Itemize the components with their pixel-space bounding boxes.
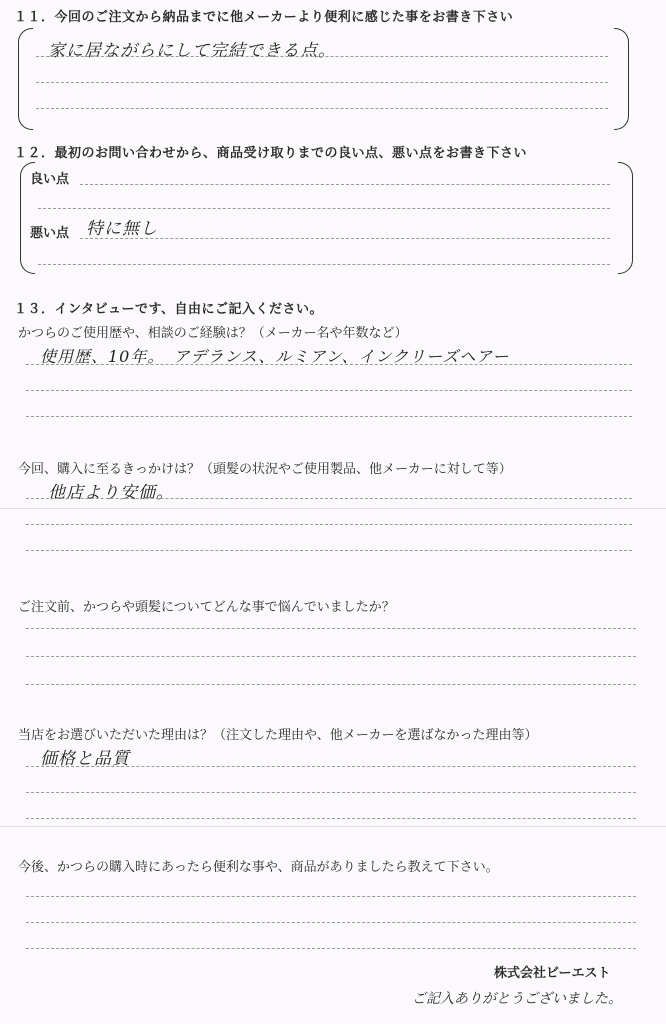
answer-line xyxy=(26,390,632,391)
answer-line xyxy=(26,628,636,629)
answer-line xyxy=(26,684,636,685)
answer-line xyxy=(26,364,632,365)
reason-question: 当店をお選びいただいた理由は？（注文した理由や、他メーカーを選ばなかった理由等） xyxy=(18,728,538,743)
answer-line xyxy=(36,82,608,83)
q12-bracket-right xyxy=(618,162,633,274)
paper-fold xyxy=(0,826,666,827)
q11-answer: 家に居ながらにして完結できる点。 xyxy=(48,41,336,61)
trigger-question: 今回、購入に至るきっかけは？（頭髪の状況やご使用製品、他メーカーに対して等） xyxy=(18,462,512,477)
answer-line xyxy=(26,922,636,923)
worries-question: ご注文前、かつらや頭髪についてどんな事で悩んでいましたか？ xyxy=(18,600,395,615)
answer-line xyxy=(26,550,632,551)
answer-line xyxy=(26,896,636,897)
history-question: かつらのご使用歴や、相談のご経験は？（メーカー名や年数など） xyxy=(18,326,408,341)
answer-line xyxy=(26,498,632,499)
answer-line xyxy=(26,948,636,949)
q11-title: １１．今回のご注文から納品までに他メーカーより便利に感じた事をお書き下さい xyxy=(14,10,514,25)
good-point-label: 良い点 xyxy=(30,172,70,187)
answer-line xyxy=(26,656,636,657)
q11-bracket-right xyxy=(614,28,629,130)
trigger-answer: 他店より安価。 xyxy=(48,483,174,503)
thank-you-message: ご記入ありがとうございました。 xyxy=(412,991,622,1007)
future-question: 今後、かつらの購入時にあったら便利な事や、商品がありましたら教えて下さい。 xyxy=(18,860,499,875)
paper-fold xyxy=(0,508,666,509)
answer-line xyxy=(38,208,610,209)
q12-title: １２．最初のお問い合わせから、商品受け取りまでの良い点、悪い点をお書き下さい xyxy=(14,146,528,161)
q12-bad-answer: 特に無し xyxy=(86,219,158,239)
answer-line xyxy=(26,818,636,819)
bad-point-label: 悪い点 xyxy=(30,226,70,241)
answer-line xyxy=(26,524,632,525)
answer-line xyxy=(36,108,608,109)
answer-line xyxy=(26,416,632,417)
history-answer: 使用歴、10年。 アデランス、ルミアン、インクリーズヘアー xyxy=(40,347,510,366)
q11-bracket-left xyxy=(18,28,33,130)
answer-line xyxy=(38,264,610,265)
answer-line xyxy=(80,238,610,239)
company-name: 株式会社ビーエスト xyxy=(494,966,611,981)
q13-title: １３．インタビューです、自由にご記入ください。 xyxy=(14,302,323,317)
reason-answer: 価格と品質 xyxy=(40,749,130,769)
answer-line xyxy=(26,766,636,767)
answer-line xyxy=(80,184,610,185)
answer-line xyxy=(36,56,608,57)
answer-line xyxy=(26,792,636,793)
